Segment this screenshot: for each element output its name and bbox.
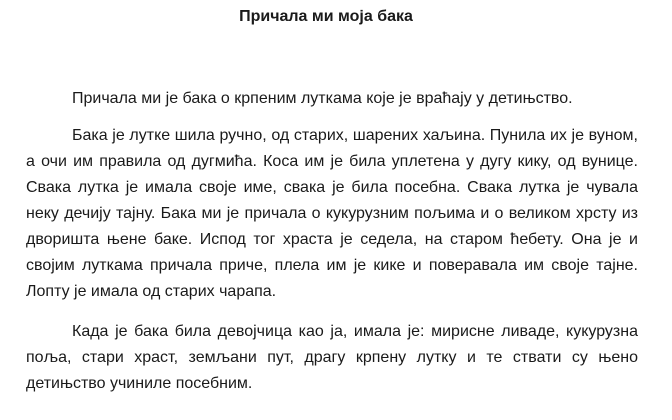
paragraph-3-block [26,319,638,397]
paragraph-2: Бака је лутке шила ручно, од старих, шарених хаљина. Пунила их је вуном, а очи им правила од дугмића. Коса им је била уплетена у дугу кику, од вунице. Свака лутка је имала своје име, свака је била посебна. Свака лутка је чувала неку дечију тајну. Бака ми је причала о кукурузним пољима и о великом хрсту из дворишта њене баке. Испод тог храста је седела, на старом ћебету. Она је и својим луткама причала приче, плела им је кике и поверавала им своје тајне. Лопту је имала од старих чарапа. [26,127,638,300]
paragraph-2-block [26,123,638,305]
document-title: Причала ми моја бака [239,8,413,25]
paragraph-1-block [26,86,638,112]
paragraph-1: Причала ми је бака о крпеним луткама које је враћају у детињство. [72,90,573,107]
paragraph-3: Када је бака била девојчица као ја, имала је: мирисне ливаде, кукурузна поља, стари храст, земљани пут, драгу крпену лутку и те ствати су њено детињство учиниле посебним. [26,323,638,392]
